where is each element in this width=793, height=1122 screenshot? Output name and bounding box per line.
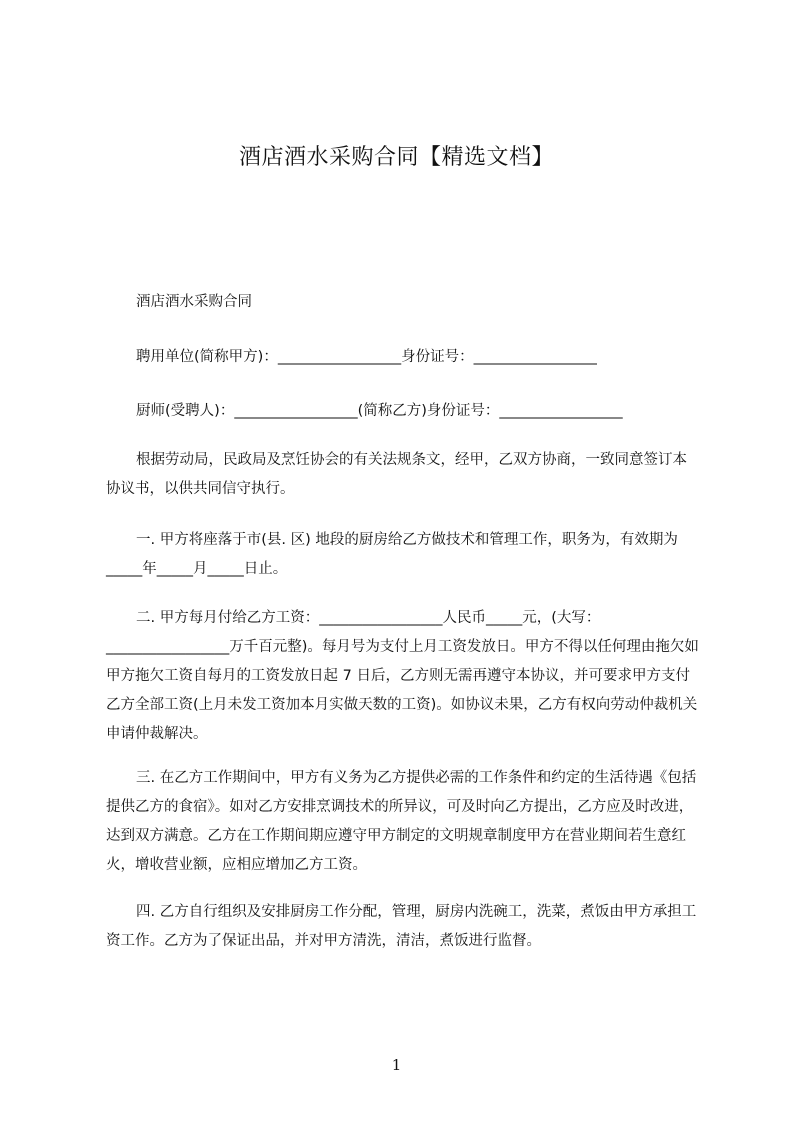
- clause-4: [106, 898, 699, 956]
- clause-3-text: 三. 在乙方工作期间中，甲方有义务为乙方提供必需的工作条件和约定的生活待遇《包括提供乙方的食宿》。如对乙方安排烹调技术的所异议，可及时向乙方提出，乙方应及时改进，达到双方满意。乙方在工作期间期应遵守甲方制定的文明规章制度甲方在营业期间若生意红火，增收营业额，应相应增加乙方工资。: [106, 770, 697, 873]
- clause-3: [106, 764, 699, 880]
- intro-text: 根据劳动局，民政局及烹饪协会的有关法规条文，经甲，乙双方协商，一致同意签订本协议书，以供共同信守执行。: [106, 452, 687, 497]
- document-title: 酒店酒水采购合同【精选文档】: [238, 145, 554, 170]
- intro-paragraph: [106, 446, 699, 504]
- chef-line: 厨师(受聘人)：_________________(简称乙方)身份证号：_________________: [136, 403, 623, 419]
- clause-2-text: 二. 甲方每月付给乙方工资：_________________人民币_____元，(大写：_________________万千百元整)。每月号为支付上月工资发放日。甲方不得以任何理由拖欠如甲方拖欠工资自每月的工资发放日起 7 日后，乙方则无需再遵守本协议，并可要求甲方支付乙方全部工资(上月未发工资加本月实做天数的工资)。如协议未果，乙方有权向劳动仲裁机关申请仲裁解决。: [106, 610, 699, 742]
- clause-1-text: 一. 甲方将座落于市(县. 区) 地段的厨房给乙方做技术和管理工作，职务为，有效期为_____年_____月_____日止。: [106, 532, 678, 577]
- clause-1: [106, 526, 699, 584]
- contract-subtitle: 酒店酒水采购合同: [136, 294, 252, 310]
- clause-2: [106, 604, 699, 749]
- employer-line: 聘用单位(简称甲方)：_________________身份证号：_________________: [136, 349, 597, 365]
- page-number: 1: [391, 1056, 402, 1074]
- clause-4-text: 四. 乙方自行组织及安排厨房工作分配，管理，厨房内洗碗工，洗菜，煮饭由甲方承担工资工作。乙方为了保证出品，并对甲方清洗，清洁，煮饭进行监督。: [106, 904, 697, 949]
